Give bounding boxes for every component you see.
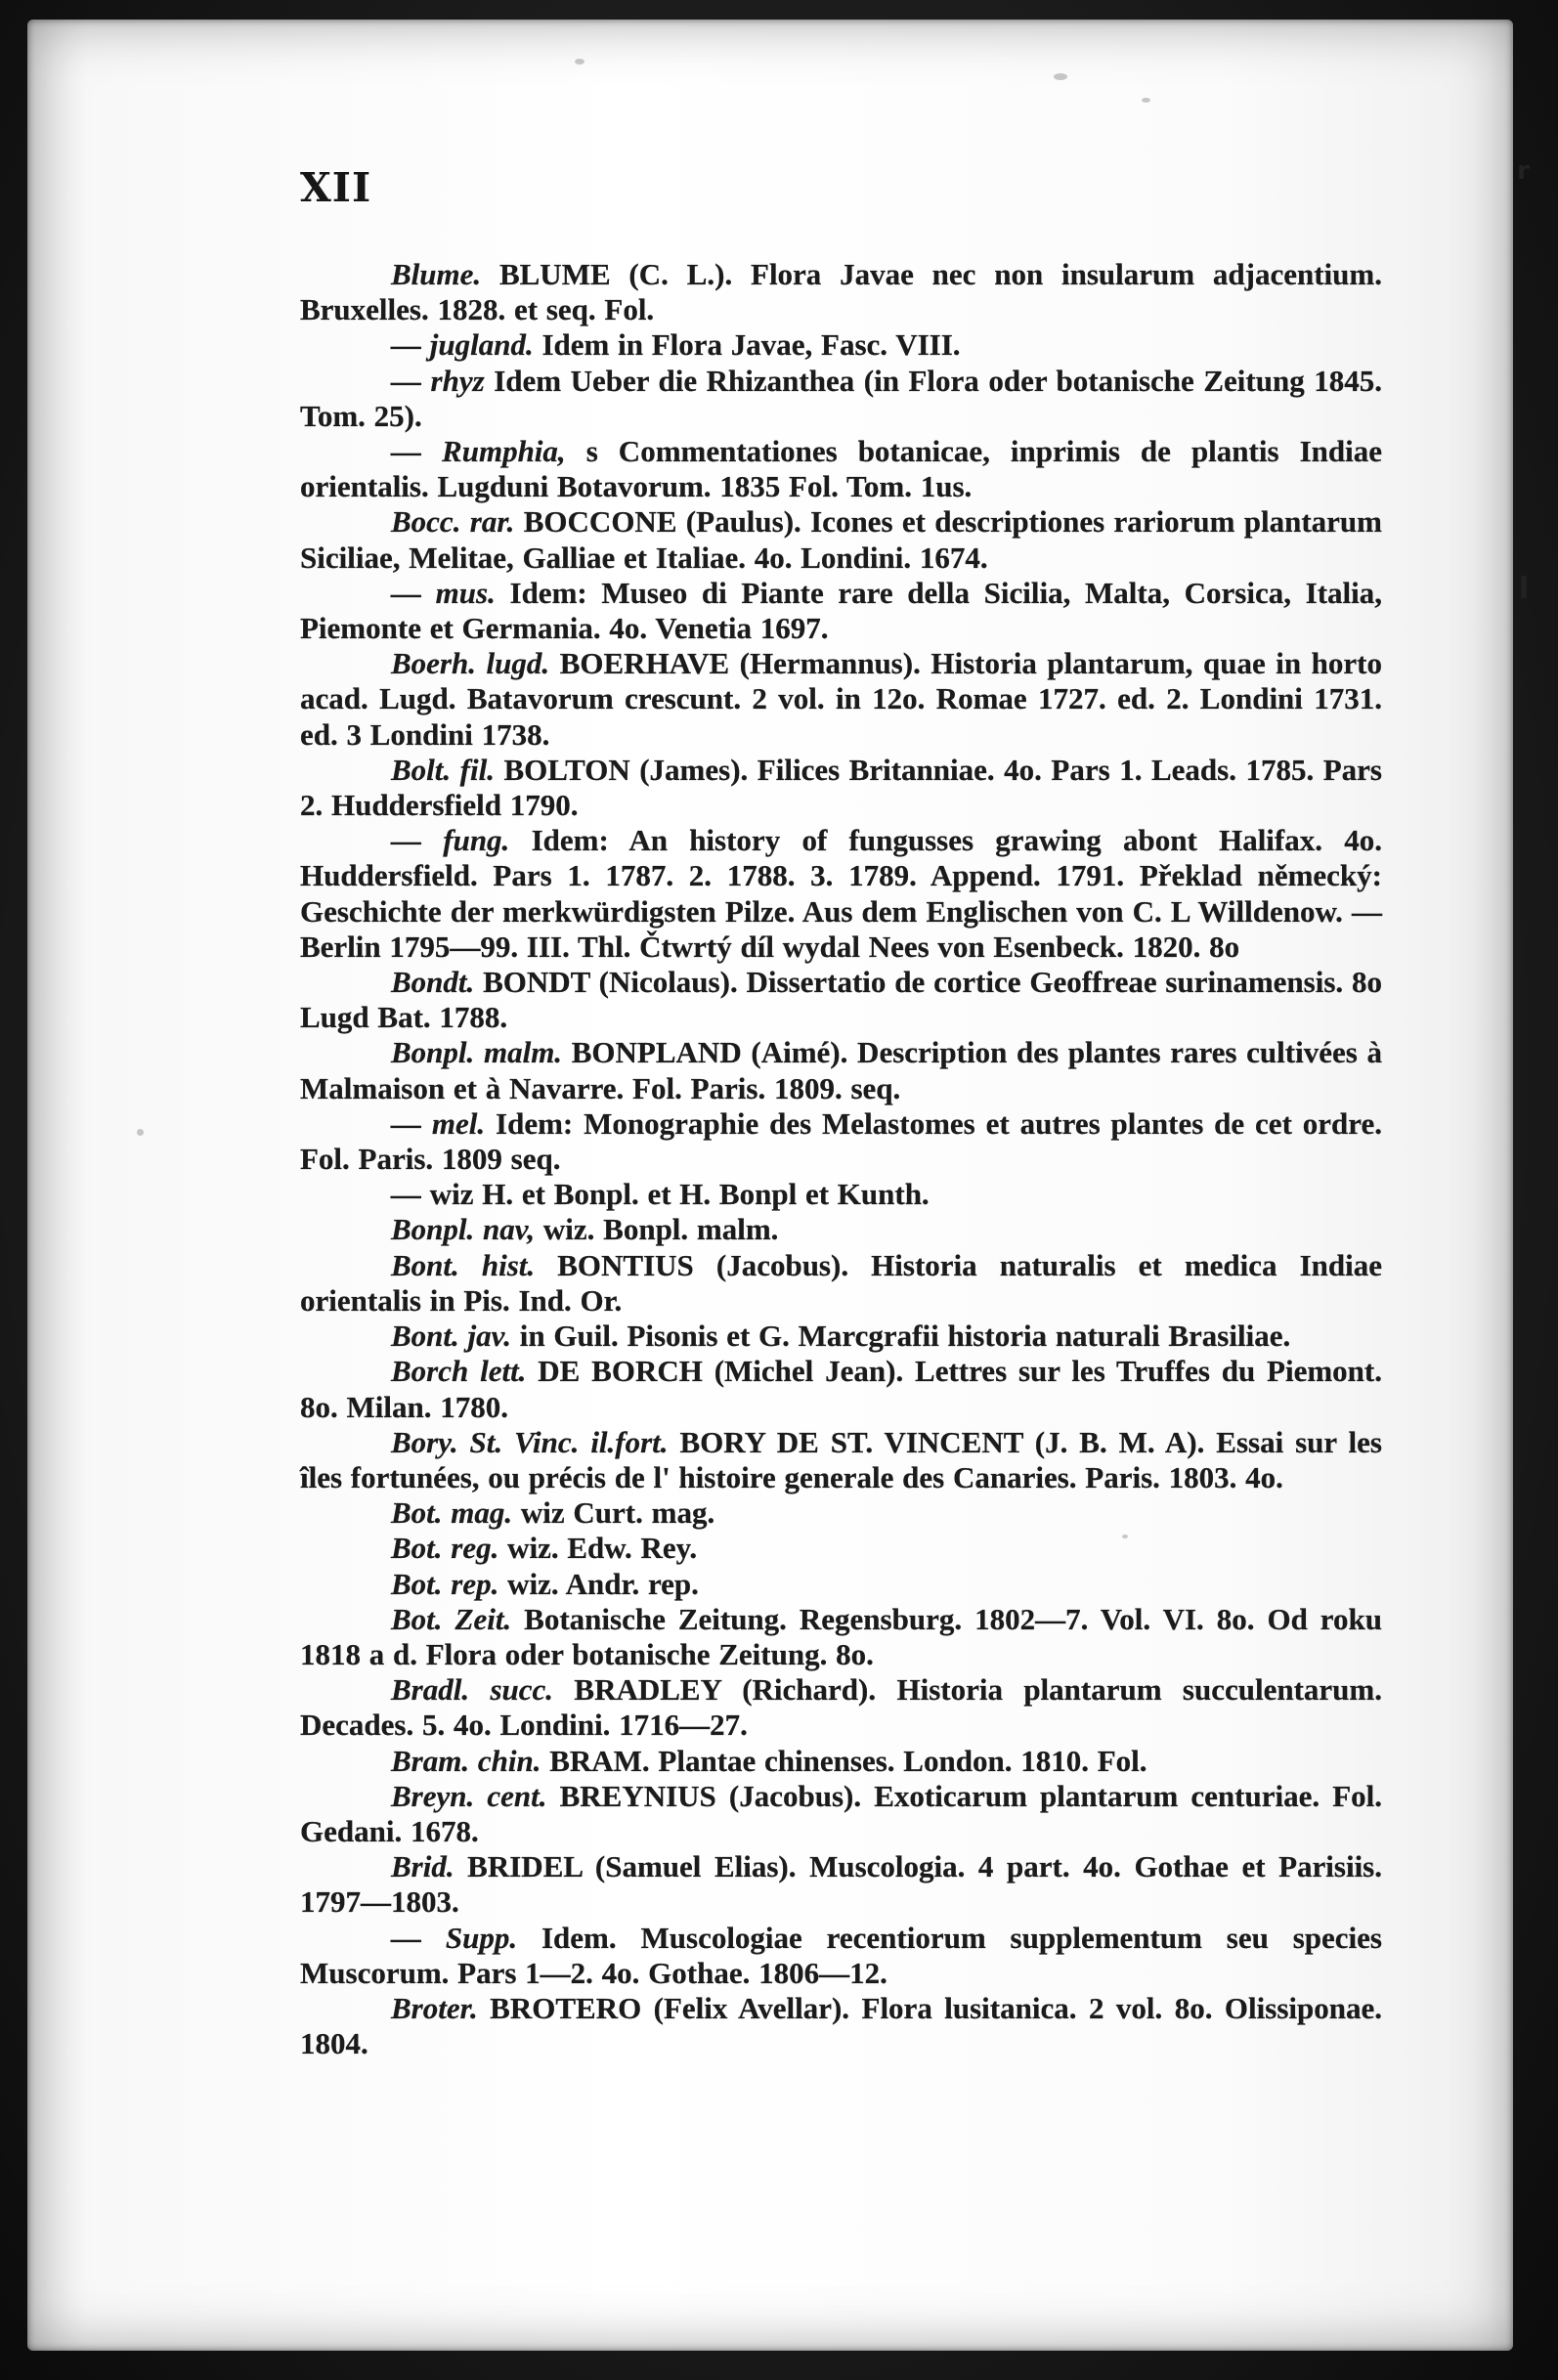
bibliography-entry: [300, 576, 1382, 646]
entry-abbreviation: Brid.: [391, 1849, 454, 1884]
paper-speck: [575, 59, 584, 65]
entry-text: BRIDEL (Samuel Elias). Muscologia. 4 part. 4o. Gothae et Parisiis. 1797—1803.: [300, 1849, 1382, 1920]
margin-mark-top-right: r: [1517, 156, 1530, 186]
entry-abbreviation: Boerh. lugd.: [391, 646, 550, 681]
entry-text: s Commentationes botanicae, inprimis de plantis Indiae orientalis. Lugduni Botavorum. 1835 Fol. Tom. 1us.: [300, 434, 1382, 504]
margin-mark-mid-right: l: [1519, 572, 1530, 606]
bibliography-entry: [300, 823, 1382, 965]
paper-speck: [1054, 73, 1067, 80]
entry-abbreviation: — mel.: [391, 1105, 486, 1141]
bibliography-entry: [300, 1672, 1382, 1743]
bibliography-entry: [300, 327, 1382, 363]
bibliography-entry: [300, 364, 1382, 434]
entry-text: BOCCONE (Paulus). Icones et descriptiones rariorum plantarum Siciliae, Melitae, Galliae et Italiae. 4o. Londini. 1674.: [300, 504, 1382, 575]
entry-abbreviation: Bocc. rar.: [391, 504, 515, 540]
bibliography-entry: [300, 1991, 1382, 2061]
entry-text: BOERHAVE (Hermannus). Historia plantarum, quae in horto acad. Lugd. Batavorum crescunt. 2 vol. in 12o. Romae 1727. ed. 2. Londini 1731. ed. 3 Londini 1738.: [300, 646, 1382, 752]
entry-abbreviation: —: [391, 1177, 421, 1212]
entry-abbreviation: Bondt.: [391, 965, 475, 1000]
entry-abbreviation: Bram. chin.: [391, 1743, 541, 1778]
bibliography-entry: [300, 1035, 1382, 1105]
bibliography-entry: [300, 1849, 1382, 1920]
entry-text: wiz. Andr. rep.: [498, 1566, 699, 1601]
entry-abbreviation: Bont. hist.: [391, 1247, 536, 1282]
entry-abbreviation: Bot. reg.: [391, 1531, 499, 1566]
entry-abbreviation: — fung.: [391, 823, 510, 858]
entry-text: Idem: An history of fungusses grawing abont Halifax. 4o. Huddersfield. Pars 1. 1787. 2. 1788. 3. 1789. Append. 1791. Překlad německý: Geschichte der merkwürdigsten Pilze. Aus dem Englischen von C. L Willdenow. — Berlin 1795—99. III. Thl. Čtwrtý díl wydal Nees von Esenbeck. 1820. 8o: [300, 823, 1382, 964]
entry-text: Botanische Zeitung. Regensburg. 1802—7. Vol. VI. 8o. Od roku 1818 a d. Flora oder botanische Zeitung. 8o.: [300, 1601, 1382, 1671]
entry-text: BLUME (C. L.). Flora Javae nec non insularum adjacentium. Bruxelles. 1828. et seq. Fol.: [300, 257, 1382, 327]
page-number: XII: [300, 164, 372, 211]
bibliography-entry: [300, 1106, 1382, 1177]
entry-abbreviation: Blume.: [391, 257, 482, 291]
bibliography-entry: [300, 257, 1382, 327]
bibliography-entry: [300, 646, 1382, 753]
entry-text: in Guil. Pisonis et G. Marcgrafii historia naturali Brasiliae.: [511, 1319, 1291, 1354]
paper-speck: [1142, 98, 1150, 103]
entry-text: Idem Ueber die Rhizanthea (in Flora oder botanische Zeitung 1845. Tom. 25).: [300, 363, 1382, 433]
entry-text: BROTERO (Felix Avellar). Flora lusitanica. 2 vol. 8o. Olissiponae. 1804.: [300, 1990, 1382, 2061]
entry-abbreviation: Bory. St. Vinc. il.fort.: [391, 1424, 669, 1459]
entry-text: DE BORCH (Michel Jean). Lettres sur les Truffes du Piemont. 8o. Milan. 1780.: [300, 1354, 1382, 1424]
entry-text: wiz. Bonpl. malm.: [535, 1212, 779, 1247]
bibliography-entry: [300, 1212, 1382, 1247]
bibliography-entry: [300, 753, 1382, 823]
bibliography-entry: [300, 1531, 1382, 1566]
entry-text: BORY DE ST. VINCENT (J. B. M. A). Essai sur les îles fortunées, ou précis de l' histoire generale des Canaries. Paris. 1803. 4o.: [300, 1424, 1382, 1494]
bibliography-entry: [300, 1921, 1382, 1991]
entry-abbreviation: Bolt. fil.: [391, 752, 495, 787]
bibliography-entry: [300, 1567, 1382, 1602]
entry-abbreviation: — Supp.: [391, 1920, 518, 1955]
bibliography-entry: [300, 1354, 1382, 1424]
bibliography-entry: [300, 1779, 1382, 1849]
paper-speck: [137, 1129, 144, 1136]
entry-text: BONDT (Nicolaus). Dissertatio de cortice Geoffreae surinamensis. 8o Lugd Bat. 1788.: [300, 965, 1382, 1035]
entry-abbreviation: — jugland.: [391, 327, 534, 363]
entry-text: wiz. Edw. Rey.: [498, 1531, 698, 1566]
bibliography-list: [300, 257, 1382, 2061]
entry-text: Idem. Muscologiae recentiorum supplementum seu species Muscorum. Pars 1—2. 4o. Gothae. 1806—12.: [300, 1920, 1382, 1990]
entry-text: wiz H. et Bonpl. et H. Bonpl et Kunth.: [421, 1177, 930, 1212]
entry-abbreviation: — mus.: [391, 575, 496, 610]
bibliography-entry: [300, 504, 1382, 575]
bibliography-entry: [300, 1248, 1382, 1319]
bibliography-entry: [300, 1425, 1382, 1495]
entry-abbreviation: Bonpl. nav,: [391, 1212, 536, 1247]
entry-abbreviation: — Rumphia,: [391, 434, 566, 469]
entry-text: Idem: Museo di Piante rare della Sicilia, Malta, Corsica, Italia, Piemonte et Germania. 4o. Venetia 1697.: [300, 575, 1383, 646]
bibliography-entry: [300, 1177, 1382, 1212]
entry-abbreviation: Bot. rep.: [391, 1566, 499, 1601]
bibliography-entry: [300, 1495, 1382, 1531]
bibliography-entry: [300, 1744, 1382, 1779]
bibliography-entry: [300, 965, 1382, 1035]
entry-text: BRADLEY (Richard). Historia plantarum succulentarum. Decades. 5. 4o. Londini. 1716—27.: [300, 1672, 1382, 1743]
entry-text: BONPLAND (Aimé). Description des plantes rares cultivées à Malmaison et à Navarre. Fol. Paris. 1809. seq.: [300, 1035, 1382, 1105]
entry-abbreviation: — rhyz: [391, 363, 485, 398]
entry-abbreviation: Bont. jav.: [391, 1319, 512, 1354]
entry-text: wiz Curt. mag.: [512, 1495, 715, 1531]
entry-text: BONTIUS (Jacobus). Historia naturalis et medica Indiae orientalis in Pis. Ind. Or.: [300, 1247, 1383, 1318]
entry-text: BOLTON (James). Filices Britanniae. 4o. Pars 1. Leads. 1785. Pars 2. Huddersfield 1790.: [300, 752, 1382, 823]
entry-abbreviation: Bot. Zeit.: [391, 1601, 512, 1636]
entry-text: BRAM. Plantae chinenses. London. 1810. Fol.: [541, 1743, 1147, 1778]
entry-abbreviation: Borch lett.: [391, 1354, 527, 1389]
entry-text: Idem in Flora Javae, Fasc. VIII.: [533, 327, 961, 363]
bibliography-entry: [300, 1602, 1382, 1672]
entry-abbreviation: Bradl. succ.: [391, 1672, 554, 1708]
entry-abbreviation: Broter.: [391, 1990, 478, 2025]
entry-abbreviation: Bot. mag.: [391, 1495, 513, 1531]
bibliography-entry: [300, 434, 1382, 504]
entry-text: Idem: Monographie des Melastomes et autres plantes de cet ordre. Fol. Paris. 1809 seq.: [300, 1105, 1382, 1177]
entry-abbreviation: Bonpl. malm.: [391, 1035, 563, 1070]
entry-text: BREYNIUS (Jacobus). Exoticarum plantarum centuriae. Fol. Gedani. 1678.: [300, 1778, 1382, 1848]
entry-abbreviation: Breyn. cent.: [391, 1778, 547, 1813]
bibliography-entry: [300, 1319, 1382, 1354]
